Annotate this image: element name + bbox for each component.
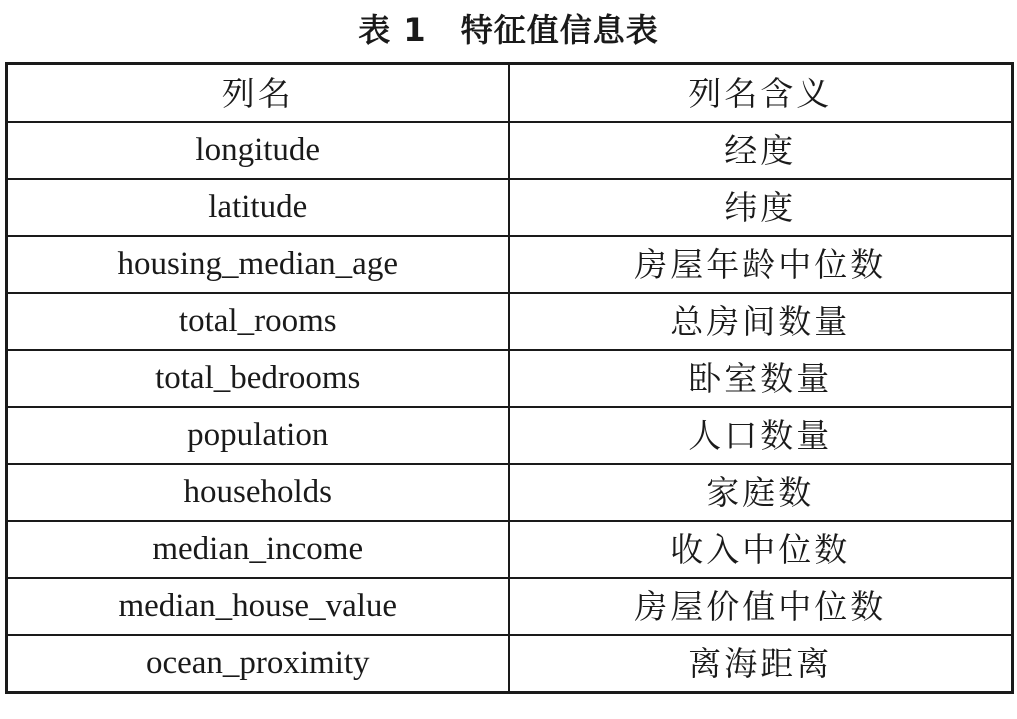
table-caption xyxy=(0,0,1017,56)
column-meaning-cell: 收入中位数 xyxy=(509,521,1013,578)
table-row xyxy=(7,293,1013,350)
column-meaning-cell: 人口数量 xyxy=(509,407,1013,464)
column-name-cell: total_rooms xyxy=(7,293,509,350)
table-row xyxy=(7,635,1013,693)
table-row xyxy=(7,179,1013,236)
column-name-cell: total_bedrooms xyxy=(7,350,509,407)
column-meaning-cell: 纬度 xyxy=(509,179,1013,236)
feature-info-table xyxy=(5,62,1014,694)
table-row xyxy=(7,464,1013,521)
column-meaning-cell: 房屋价值中位数 xyxy=(509,578,1013,635)
table-title: 特征值信息表 xyxy=(460,11,659,49)
table-row xyxy=(7,122,1013,179)
table-number: 表 1 xyxy=(358,11,427,49)
table-row xyxy=(7,350,1013,407)
column-meaning-cell: 离海距离 xyxy=(509,635,1013,693)
column-meaning-cell: 卧室数量 xyxy=(509,350,1013,407)
column-name-cell: housing_median_age xyxy=(7,236,509,293)
column-header-meaning: 列名含义 xyxy=(509,64,1013,123)
table-row xyxy=(7,236,1013,293)
table-row xyxy=(7,407,1013,464)
table-row xyxy=(7,521,1013,578)
column-name-cell: longitude xyxy=(7,122,509,179)
column-name-cell: households xyxy=(7,464,509,521)
column-meaning-cell: 经度 xyxy=(509,122,1013,179)
column-name-cell: median_income xyxy=(7,521,509,578)
column-meaning-cell: 家庭数 xyxy=(509,464,1013,521)
column-meaning-cell: 房屋年龄中位数 xyxy=(509,236,1013,293)
table-header-row xyxy=(7,64,1013,123)
column-name-cell: ocean_proximity xyxy=(7,635,509,693)
table-row xyxy=(7,578,1013,635)
column-name-cell: population xyxy=(7,407,509,464)
column-meaning-cell: 总房间数量 xyxy=(509,293,1013,350)
column-name-cell: median_house_value xyxy=(7,578,509,635)
column-header-name: 列名 xyxy=(7,64,509,123)
column-name-cell: latitude xyxy=(7,179,509,236)
